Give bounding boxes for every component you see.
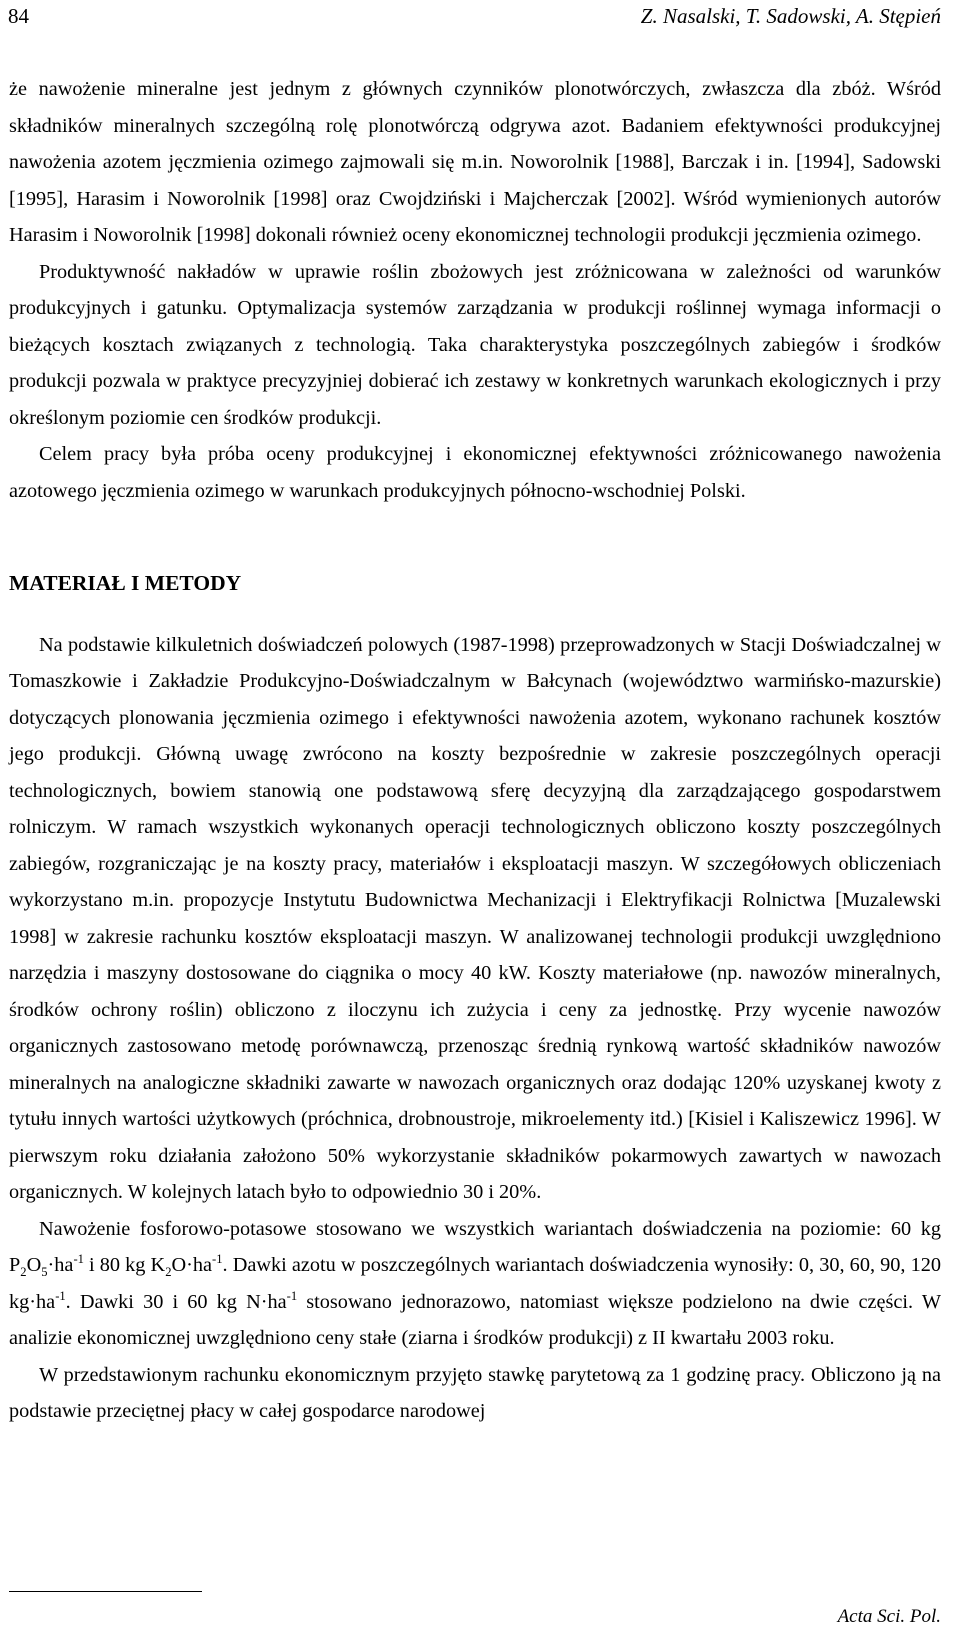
paragraph-methods: Na podstawie kilkuletnich doświadczeń polowych (1987-1998) przeprowadzonych w Stacji Doświadczalnej w Tomaszkowie i Zakładzie Produkcyjno-Doświadczalnym w Bałcynach (województwo warmińsko-mazurskie) dotyczących plonowania jęczmienia ozimego i efektywności nawożenia azotem, wykonano rachunek kosztów jego produkcji. Główną uwagę zwrócono na koszty bezpośrednie w zakresie poszczególnych operacji technologicznych, bowiem stanowią one podstawową sferę decyzyjną dla zarządzającego gospodarstwem rolniczym. W ramach wszystkich wykonanych operacji technologicznych obliczono koszty poszczególnych zabiegów, rozgraniczając je na koszty pracy, materiałów i eksploatacji maszyn. W szczegółowych obliczeniach wykorzystano m.in. propozycje Instytutu Budownictwa Mechanizacji i Elektryfikacji Rolnictwa [Muzalewski 1998] w zakresie rachunku kosztów eksploatacji maszyn. W analizowanej technologii produkcji uwzględniono narzędzia i maszyny dostosowane do ciągnika o mocy 40 kW. Koszty materiałowe (np. nawozów mineralnych, środków ochrony roślin) obliczono z iloczynu ich zużycia i ceny za jednostkę. Przy wycenie nawozów organicznych zastosowano metodę porównawczą, przenosząc średnią rynkową wartość składników nawozów mineralnych na analogiczne składniki zawarte w nawozach organicznych oraz dodając 120% uzyskanej kwoty z tytułu innych wartości użytkowych (próchnica, drobnoustroje, mikroelementy itd.) [Kisiel i Kaliszewicz 1996]. W pierwszym roku działania założono 50% wykorzystanie składników pokarmowych zawartych w nawozach organicznych. W kolejnych latach było to odpowiednio 30 i 20%. xyxy=(9,633,941,1203)
running-head-authors: Z. Nasalski, T. Sadowski, A. Stępień xyxy=(640,4,941,28)
paragraph-intro-continued: że nawożenie mineralne jest jednym z głównych czynników plonotwórczych, zwłaszcza dla zbóż. Wśród składników mineralnych szczególną rolę plonotwórczą odgrywa azot. Badaniem efektywności produkcyjnej nawożenia azotem jęczmienia ozimego zajmowali się m.in. Noworolnik [1988], Barczak i in. [1994], Sadowski [1995], Harasim i Noworolnik [1998] oraz Cwojdziński i Majcherczak [2002]. Wśród wymienionych autorów Harasim i Noworolnik [1998] dokonali również oceny ekonomicznej technologii produkcji jęczmienia ozimego. xyxy=(9,78,941,246)
section-heading-methods: MATERIAŁ I METODY xyxy=(9,571,242,595)
footer-divider xyxy=(9,1591,202,1592)
paragraph-aim: Celem pracy była próba oceny produkcyjnej i ekonomicznej efektywności zróżnicowanego nawożenia azotowego jęczmienia ozimego w warunkach produkcyjnych północno-wschodniej Polski. xyxy=(9,443,941,502)
page-number: 84 xyxy=(8,4,29,28)
paragraph-fertilization: Nawożenie fosforowo-potasowe stosowano we wszystkich wariantach doświadczenia na poziomie: 60 kg $P_2O_5\cdot ha^{-1}$ i 80 kg $K_2O\cdot ha^{-1}$. Dawki azotu w poszczególnych wariantach doświadczenia wynosiły: 0, 30, 60, 90, 120 $kg\cdot ha^{-1}$. Dawki 30 i 60 kg $N\cdot ha^{-1}$ stosowano jednorazowo, natomiast większe podzielono na dwie części. W analizie ekonomicznej uwzględniono ceny stałe (ziarna i środków produkcji) z II kwartału 2003 roku. xyxy=(9,1217,942,1349)
paragraph-productivity: Produktywność nakładów w uprawie roślin zbożowych jest zróżnicowana w zależności od warunków produkcyjnych i gatunku. Optymalizacja systemów zarządzania w produkcji roślinnej wymaga informacji o bieżących kosztach związanych z technologią. Taka charakterystyka poszczególnych zabiegów i środków produkcji pozwala w praktyce precyzyjniej dobierać ich zestawy w konkretnych warunkach ekologicznych i przy określonym poziomie cen środków produkcji. xyxy=(9,260,941,429)
article-body xyxy=(9,71,941,1430)
journal-footer: Acta Sci. Pol. xyxy=(837,1606,941,1627)
paragraph-labour-rate: W przedstawionym rachunku ekonomicznym przyjęto stawkę parytetową za 1 godzinę pracy. Obliczono ją na podstawie przeciętnej płacy w całej gospodarce narodowej xyxy=(9,1363,941,1422)
page-header xyxy=(8,4,941,44)
